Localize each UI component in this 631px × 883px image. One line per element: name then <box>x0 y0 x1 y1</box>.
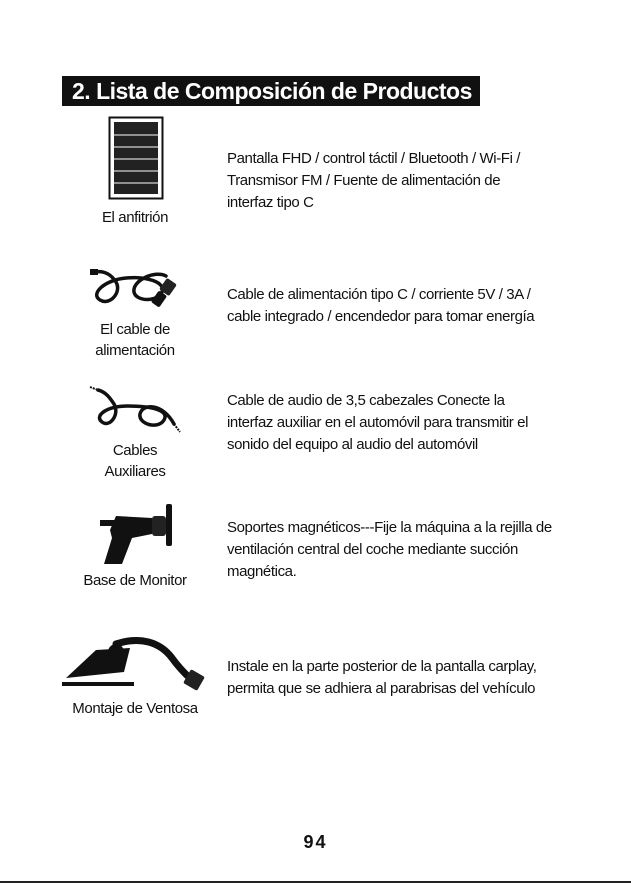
description-line: sonido del equipo al audio del automóvil <box>227 436 478 453</box>
item-label-host <box>55 207 215 228</box>
power-cable-icon <box>86 262 186 312</box>
magnetic-mount-icon <box>96 502 176 568</box>
description-line: Transmisor FM / Fuente de alimentación de <box>227 172 501 189</box>
description-line: Pantalla FHD / control táctil / Bluetooth / Wi-Fi / <box>227 150 521 167</box>
item-description-host <box>227 148 587 214</box>
description-line: Instale en la parte posterior de la pantalla carplay, <box>227 658 537 675</box>
label-line: Cables <box>112 442 158 459</box>
item-description-suction-mount <box>227 656 587 700</box>
description-line: Soportes magnéticos---Fije la máquina a la rejilla de <box>227 519 552 536</box>
label-line: Auxiliares <box>104 463 166 480</box>
description-line: interfaz auxiliar en el automóvil para transmitir el <box>227 414 529 431</box>
description-line: Cable de alimentación tipo C / corriente 5V / 3A / <box>227 286 531 303</box>
item-label-monitor-base <box>55 570 215 591</box>
item-label-suction-mount <box>55 698 215 719</box>
section-title: 2. Lista de Composición de Productos <box>62 76 480 106</box>
suction-mount-icon <box>60 632 212 694</box>
description-line: permita que se adhiera al parabrisas del vehículo <box>227 680 536 697</box>
description-line: cable integrado / encendedor para tomar energía <box>227 308 535 325</box>
description-line: magnética. <box>227 563 297 580</box>
label-line: El anfitrión <box>101 209 169 226</box>
item-description-power-cable <box>227 284 587 328</box>
aux-cable-icon <box>88 384 184 436</box>
item-label-power-cable <box>55 319 215 361</box>
label-line: El cable de <box>100 321 170 338</box>
label-line: Montaje de Ventosa <box>72 700 198 717</box>
item-description-monitor-base <box>227 517 587 583</box>
description-line: Cable de audio de 3,5 cabezales Conecte la <box>227 392 505 409</box>
label-line: Base de Monitor <box>83 572 187 589</box>
description-line: ventilación central del coche mediante succión <box>227 541 518 558</box>
description-line: interfaz tipo C <box>227 194 314 211</box>
page-number: 94 <box>303 832 328 852</box>
item-description-aux-cables <box>227 390 587 456</box>
label-line: alimentación <box>95 342 175 359</box>
item-label-aux-cables <box>55 440 215 482</box>
tablet-icon <box>108 116 164 200</box>
